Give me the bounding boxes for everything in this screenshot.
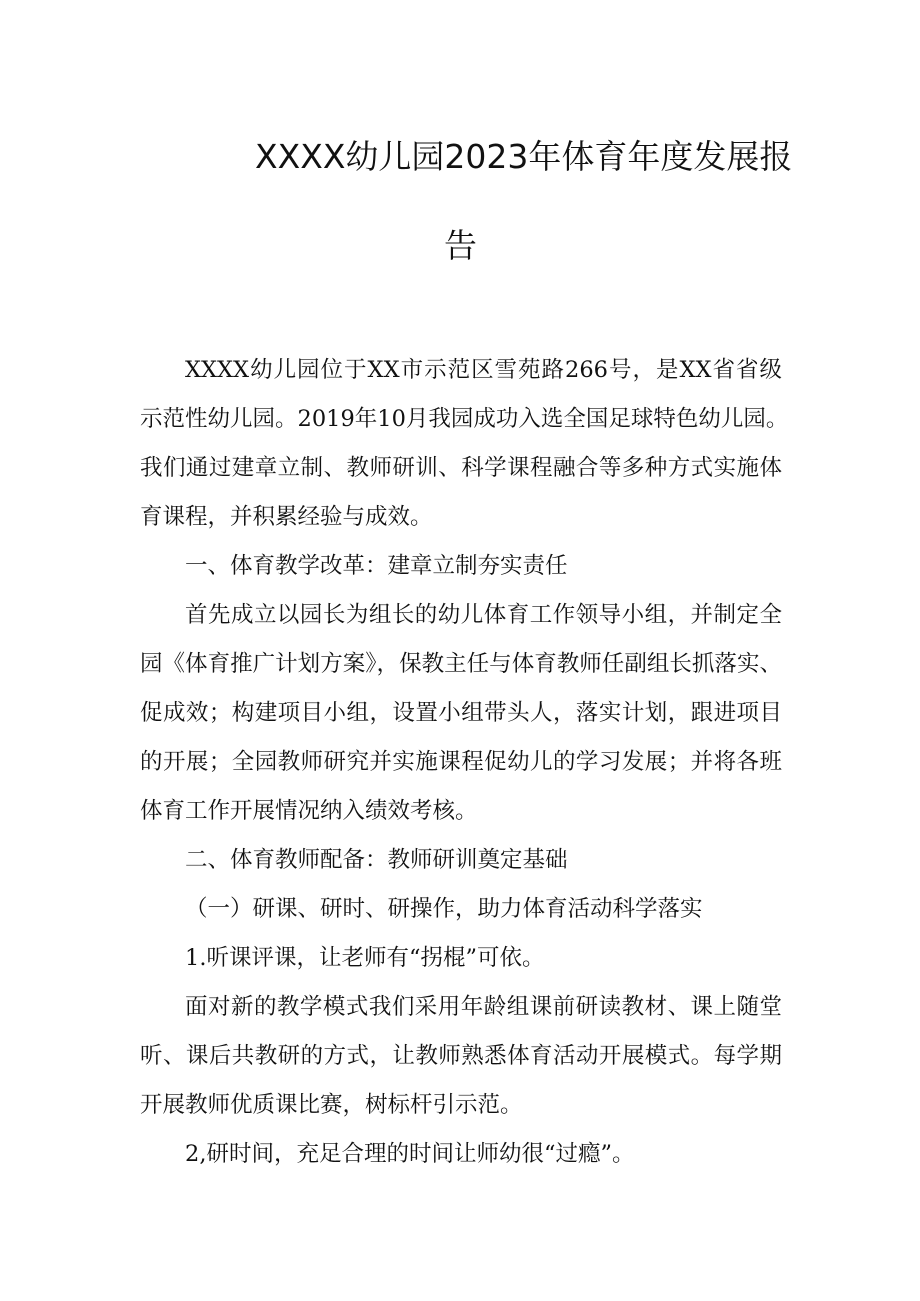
paragraph-2-line-5: 体育工作开展情况纳入绩效考核。 (140, 798, 478, 824)
paragraph-2-line-3: 促成效；构建项目小组，设置小组带头人，落实计划，跟进项目 (140, 700, 782, 726)
document-title-line-1: XXXX幼儿园2023年体育年度发展报 (255, 137, 793, 176)
list-item-1: 1.听课评课，让老师有“拐棍”可依。 (185, 945, 545, 971)
paragraph-1-line-4: 育课程，并积累经验与成效。 (140, 504, 433, 530)
paragraph-2-line-4: 的开展；全园教师研究并实施课程促幼儿的学习发展；并将各班 (140, 749, 782, 775)
document-title-line-2: 告 (444, 226, 477, 265)
section-heading-2: 二、体育教师配备：教师研训奠定基础 (185, 847, 568, 873)
paragraph-3-line-3: 开展教师优质课比赛，树标杆引示范。 (140, 1092, 523, 1118)
paragraph-2-line-1: 首先成立以园长为组长的幼儿体育工作领导小组，并制定全 (185, 602, 782, 628)
paragraph-3-line-1: 面对新的教学模式我们采用年龄组课前研读教材、课上随堂 (185, 994, 782, 1020)
list-item-2: 2,研时间，充足合理的时间让师幼很“过瘾”。 (185, 1141, 635, 1167)
section-heading-1: 一、体育教学改革：建章立制夯实责任 (185, 553, 568, 579)
subsection-heading-1: （一）研课、研时、研操作，助力体育活动科学落实 (185, 896, 703, 922)
paragraph-1-line-1: XXXX幼儿园位于XX市示范区雪苑路266号，是XX省省级 (185, 357, 782, 383)
paragraph-3-line-2: 听、课后共教研的方式，让教师熟悉体育活动开展模式。每学期 (140, 1043, 782, 1069)
paragraph-2-line-2: 园《体育推广计划方案》，保教主任与体育教师任副组长抓落实、 (140, 651, 782, 677)
paragraph-1-line-2: 示范性幼儿园。2019年10月我园成功入选全国足球特色幼儿园。 (140, 406, 789, 432)
paragraph-1-line-3: 我们通过建章立制、教师研训、科学课程融合等多种方式实施体 (140, 455, 782, 481)
